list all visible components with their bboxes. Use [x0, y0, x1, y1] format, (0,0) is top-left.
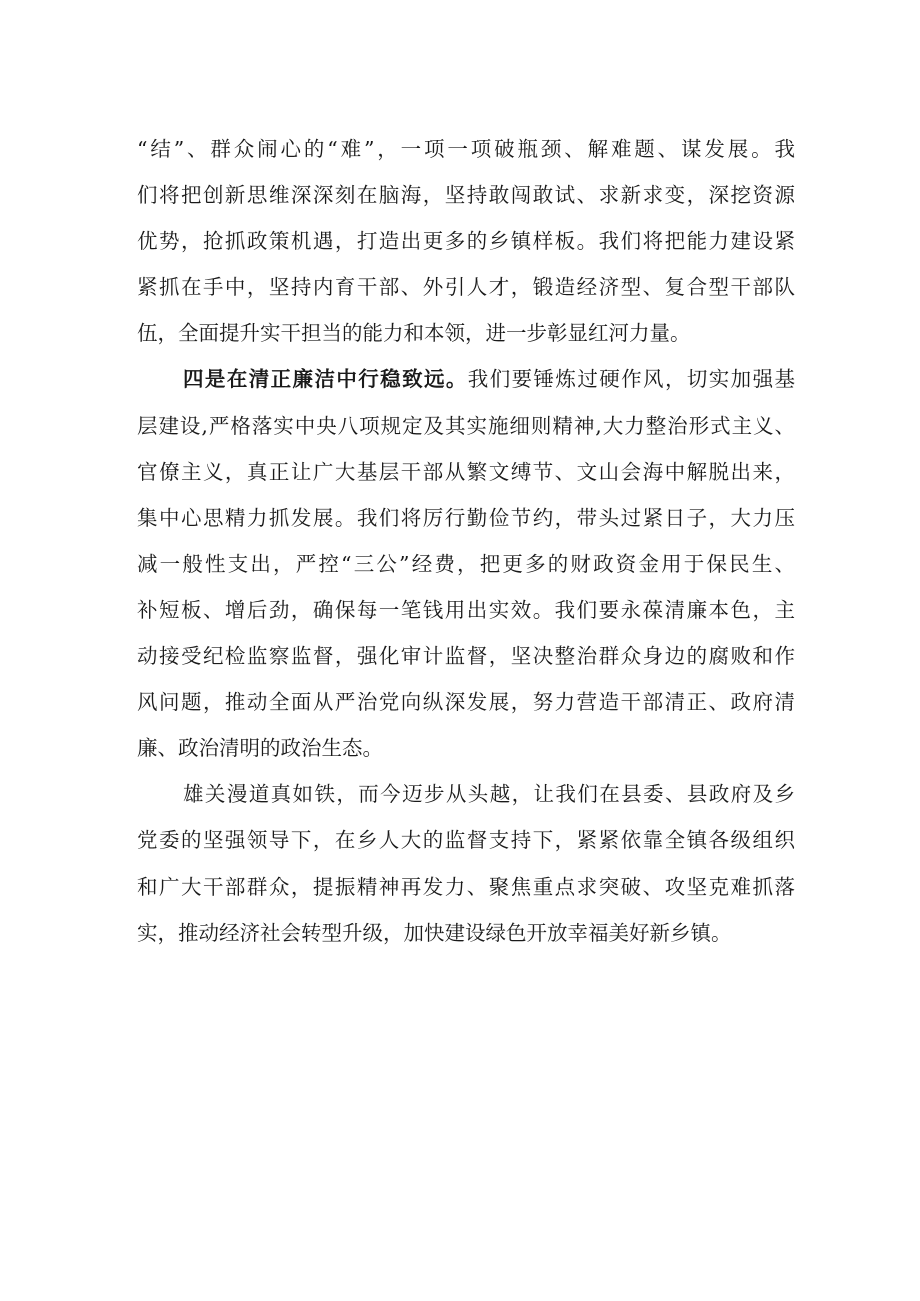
paragraph-line: [137, 356, 795, 402]
paragraph-line: 风问题，推动全面从严治党向纵深发展，努力营造干部清正、政府清: [137, 690, 795, 715]
paragraph-2: [137, 356, 795, 771]
paragraph-line: 伍，全面提升实干担当的能力和本领，进一步彰显红河力量。: [137, 321, 691, 346]
paragraph-3: [137, 771, 795, 955]
heading-line-rest: 我们要锤炼过硬作风，切实加强基: [467, 367, 795, 392]
paragraph-line: “结”、群众闹心的“难”，一项一项破瓶颈、解难题、谋发展。我: [137, 137, 795, 161]
paragraph-line: 减一般性支出，严控“三公”经费，把更多的财政资金用于保民生、: [137, 551, 795, 576]
paragraph-1: [137, 126, 795, 356]
paragraph-line: 紧抓在手中，坚持内育干部、外引人才，锻造经济型、复合型干部队: [137, 275, 795, 300]
paragraph-line: 们将把创新思维深深刻在脑海，坚持敢闯敢试、求新求变，深挖资源: [137, 183, 795, 208]
paragraph-line: 和广大干部群众，提振精神再发力、聚焦重点求突破、攻坚克难抓落: [137, 874, 795, 899]
paragraph-line: 动接受纪检监察监督，强化审计监督，坚决整治群众身边的腐败和作: [137, 644, 795, 669]
paragraph-line: 雄关漫道真如铁，而今迈步从头越，让我们在县委、县政府及乡: [183, 782, 795, 807]
paragraph-line: 党委的坚强领导下，在乡人大的监督支持下，紧紧依靠全镇各级组织: [137, 828, 795, 853]
paragraph-line: 补短板、增后劲，确保每一笔钱用出实效。我们要永葆清廉本色，主: [137, 597, 795, 622]
document-body: [137, 126, 795, 956]
paragraph-line: 层建设,严格落实中央八项规定及其实施细则精神,大力整治形式主义、: [137, 413, 795, 438]
paragraph-line: 集中心思精力抓发展。我们将厉行勤俭节约，带头过紧日子，大力压: [137, 505, 795, 530]
paragraph-line: 实，推动经济社会转型升级，加快建设绿色开放幸福美好新乡镇。: [137, 920, 732, 945]
section-heading: 四是在清正廉洁中行稳致远。: [183, 367, 468, 392]
paragraph-line: 官僚主义，真正让广大基层干部从繁文缚节、文山会海中解脱出来，: [137, 459, 795, 484]
paragraph-line: 优势，抢抓政策机遇，打造出更多的乡镇样板。我们将把能力建设紧: [137, 229, 795, 254]
paragraph-line: 廉、政治清明的政治生态。: [137, 736, 383, 761]
